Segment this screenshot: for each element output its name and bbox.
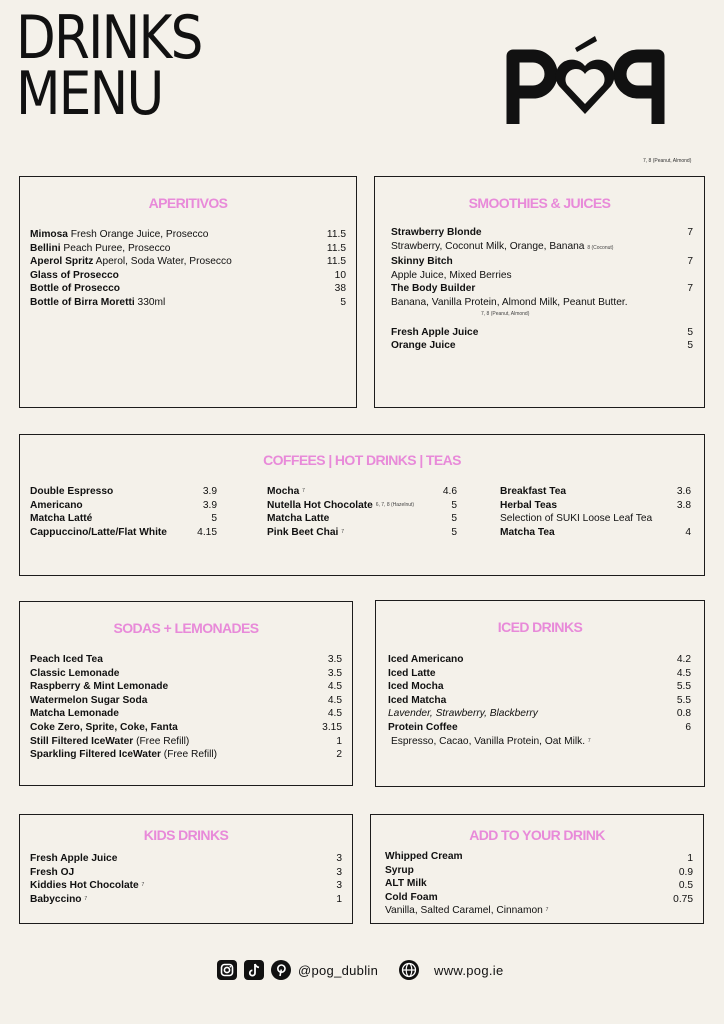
kids-section [19, 814, 353, 924]
menu-item: Fresh OJ 3 [30, 866, 342, 878]
menu-item: Orange Juice 5 [391, 340, 693, 352]
allergen-note: 7, 8 (Peanut, Almond) [643, 158, 692, 164]
coffees-section [19, 434, 705, 576]
item-description: Strawberry, Coconut Milk, Orange, Banana 8 (Coconut) [391, 240, 614, 252]
menu-item: Peach Iced Tea 3.5 [30, 654, 342, 665]
menu-item: Americano 3.9 [30, 499, 217, 511]
addons-heading: ADD TO YOUR DRINK [469, 827, 605, 843]
menu-item: Raspberry & Mint Lemonade 4.5 [30, 681, 342, 693]
menu-item: Herbal Teas 3.8 [500, 499, 691, 511]
smoothies-list [391, 226, 693, 353]
menu-item: Cappuccino/Latte/Flat White 4.15 [30, 526, 217, 538]
iced-section [375, 600, 705, 787]
menu-item: Watermelon Sugar Soda 4.5 [30, 694, 342, 706]
menu-item: Mocha $^7$ 4.6 [267, 486, 457, 497]
menu-item: Fresh Apple Juice 5 [391, 326, 693, 338]
sodas-list [30, 653, 342, 762]
item-description: Selection of SUKI Loose Leaf Tea [500, 513, 653, 525]
menu-item: Sparkling Filtered IceWater (Free Refill) 2 [30, 749, 342, 761]
menu-item: Iced Latte 4.5 [388, 667, 691, 679]
menu-item: Glass of Prosecco 10 [30, 269, 346, 281]
sodas-section [19, 601, 353, 786]
coffees-heading: COFFEES | HOT DRINKS | TEAS [263, 452, 461, 468]
item-description: Banana, Vanilla Protein, Almond Milk, Peanut Butter. [391, 296, 628, 308]
menu-item: Skinny Bitch 7 [391, 256, 693, 268]
allergen-note: 7, 8 (Peanut, Almond) [481, 310, 530, 317]
menu-item: Fresh Apple Juice 3 [30, 853, 342, 864]
menu-item: ALT Milk 0.5 [385, 878, 693, 892]
menu-item: Bottle of Prosecco 38 [30, 283, 346, 295]
page-title [16, 3, 202, 129]
aperitivos-list [30, 228, 346, 310]
globe-icon[interactable] [399, 960, 419, 980]
aperitivos-heading: APERITIVOS [148, 195, 228, 211]
menu-item: Babyccino $^7$ 1 [30, 893, 342, 905]
social-handle: @pog_dublin [298, 963, 379, 978]
item-description: Apple Juice, Mixed Berries [391, 269, 512, 281]
pinterest-icon[interactable] [271, 960, 291, 980]
aperitivos-section [19, 176, 357, 408]
coffees-col-3 [500, 485, 691, 539]
menu-item: Kiddies Hot Chocolate $^7$ 3 [30, 880, 342, 892]
menu-item: Iced Mocha 5.5 [388, 681, 691, 693]
menu-item: Matcha Tea 4 [500, 526, 691, 538]
sodas-heading: SODAS + LEMONADES [113, 620, 259, 636]
smoothies-heading: SMOOTHIES & JUICES [468, 195, 611, 211]
menu-item: Double Espresso 3.9 [30, 486, 217, 497]
menu-item: Nutella Hot Chocolate $^{6, 7, 8 (Hazelnut)}$ 5 [267, 499, 457, 511]
menu-item: Pink Beet Chai $^7$ 5 [267, 526, 457, 538]
addons-list [385, 850, 693, 918]
addons-section [370, 814, 704, 924]
coffees-col-2 [267, 485, 457, 539]
menu-item: Classic Lemonade 3.5 [30, 667, 342, 679]
pog-logo [503, 30, 668, 126]
menu-item: Matcha Latté 5 [30, 513, 217, 525]
kids-list [30, 852, 342, 906]
menu-item: Aperol Spritz Aperol, Soda Water, Prosecco 11.5 [30, 256, 346, 268]
menu-item: Coke Zero, Sprite, Coke, Fanta 3.15 [30, 721, 342, 733]
website-link[interactable]: www.pog.ie [434, 963, 504, 978]
item-description: Espresso, Cacao, Vanilla Protein, Oat Milk. $^7$ [391, 735, 591, 747]
title-line-1: DRINKS [16, 3, 202, 73]
tiktok-icon[interactable] [244, 960, 264, 980]
menu-item: Protein Coffee 6 [388, 721, 691, 733]
menu-item: Bellini Peach Puree, Prosecco 11.5 [30, 242, 346, 254]
menu-item: Bottle of Birra Moretti 330ml 5 [30, 296, 346, 308]
menu-item: Strawberry Blonde 7 [391, 227, 693, 238]
coffees-col-1 [30, 485, 217, 539]
flavour-options: Lavender, Strawberry, Blackberry 0.8 [388, 708, 691, 720]
flavour-options: Vanilla, Salted Caramel, Cinnamon $^7$ [385, 905, 549, 917]
menu-item: Syrup 0.9 [385, 864, 693, 878]
menu-item: Cold Foam 0.75 [385, 891, 693, 905]
menu-item: Mimosa Fresh Orange Juice, Prosecco 11.5 [30, 229, 346, 240]
menu-item: The Body Builder 7 [391, 283, 693, 295]
menu-item: Matcha Lemonade 4.5 [30, 708, 342, 720]
kids-heading: KIDS DRINKS [143, 827, 229, 843]
instagram-icon[interactable] [217, 960, 237, 980]
menu-item: Whipped Cream 1 [385, 851, 693, 864]
menu-item: Matcha Latte 5 [267, 513, 457, 525]
menu-item: Iced Americano 4.2 [388, 654, 691, 665]
title-line-2: MENU [16, 59, 163, 129]
menu-item: Still Filtered IceWater (Free Refill) 1 [30, 735, 342, 747]
menu-item: Iced Matcha 5.5 [388, 694, 691, 706]
iced-heading: ICED DRINKS [497, 619, 583, 635]
smoothies-section [374, 176, 705, 408]
menu-item: Breakfast Tea 3.6 [500, 486, 691, 497]
iced-list [388, 653, 691, 748]
